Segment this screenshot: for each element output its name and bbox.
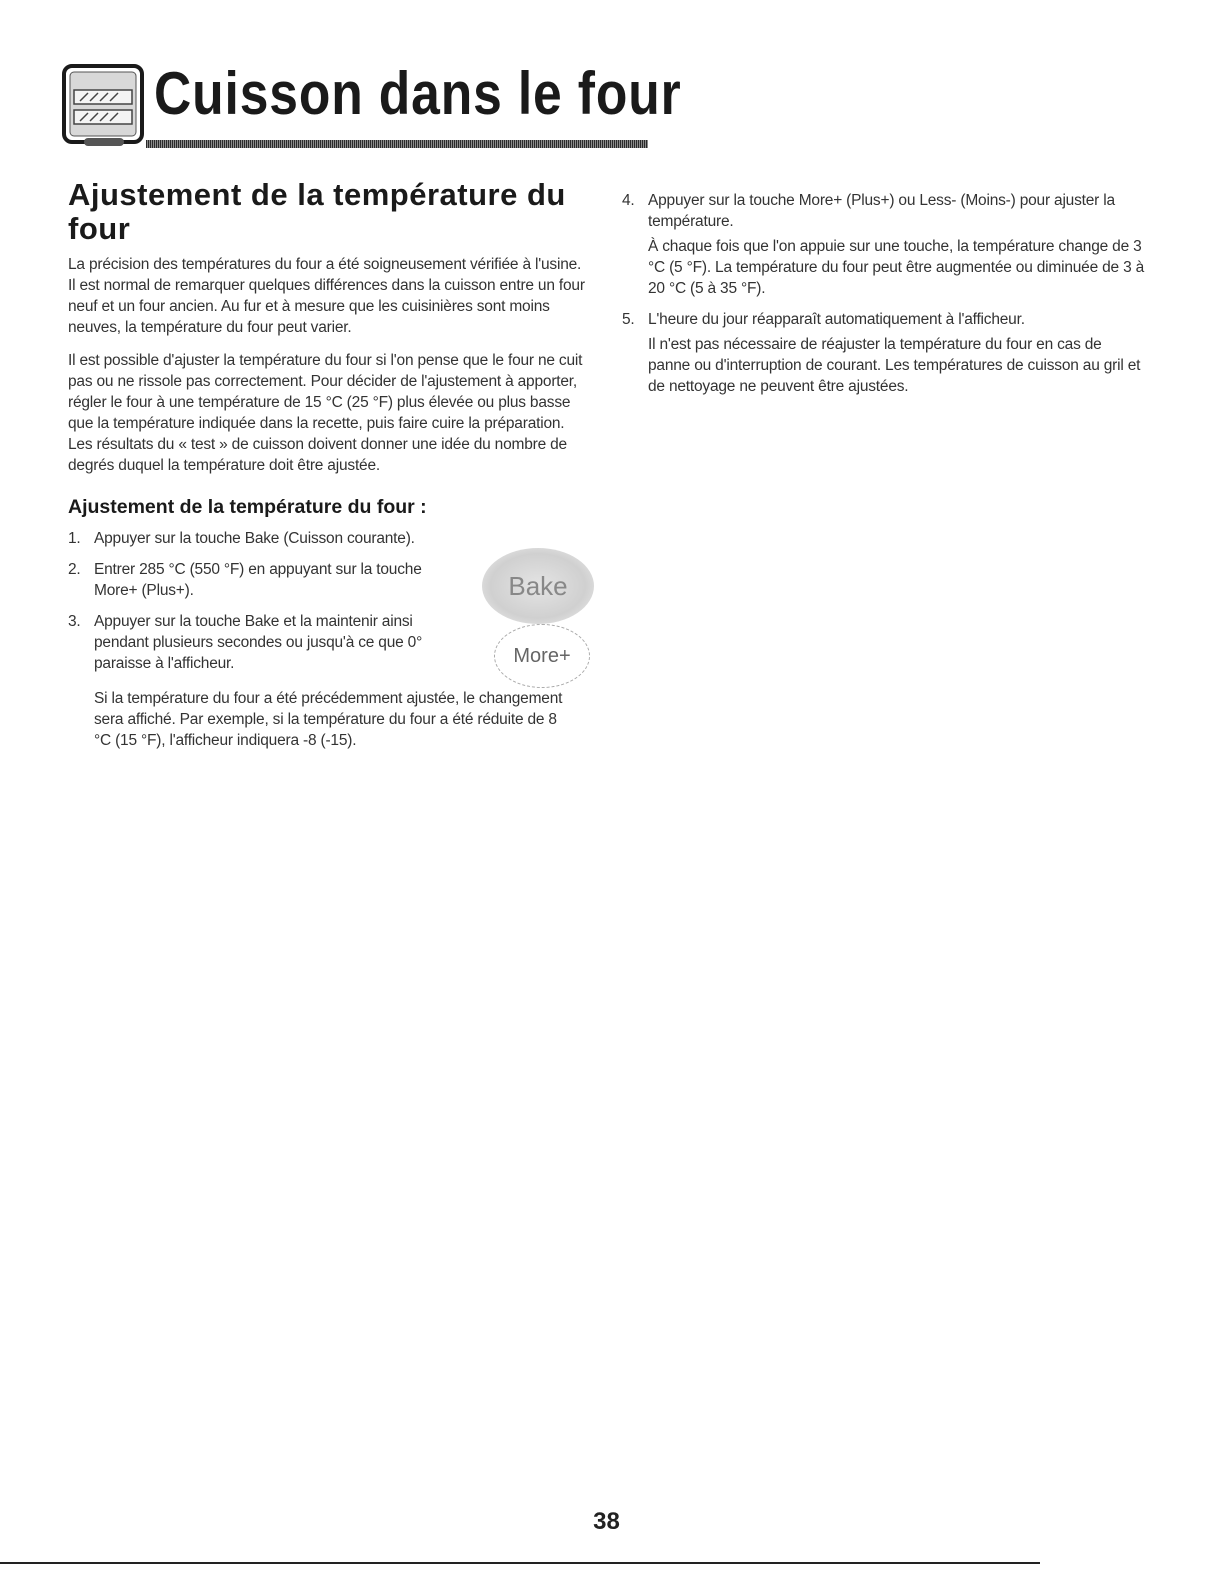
step-item (68, 611, 468, 674)
step-number: 3. (68, 613, 81, 630)
step-text: Appuyer sur la touche Bake (Cuisson courante). (94, 530, 415, 547)
step-note: Si la température du four a été précédemment ajustée, le changement sera affiché. Par exemple, si la température du four a été réduite de 8 °C (15 °F), l'afficheur indiquera -8 (-15). (94, 690, 563, 749)
step-item (68, 528, 468, 549)
subsection-title: Ajustement de la température du four : (68, 496, 427, 518)
page-title: Cuisson dans le four (154, 60, 682, 127)
step-text: Entrer 285 °C (550 °F) en appuyant sur la touche More+ (Plus+). (94, 561, 422, 599)
step-text: Appuyer sur la touche More+ (Plus+) ou Less- (Moins-) pour ajuster la température. (648, 192, 1115, 230)
step-number: 1. (68, 530, 81, 547)
instructions-paragraph: Il est possible d'ajuster la température du four si l'on pense que le four ne cuit pas ou ne rissole pas correctement. Pour décider de l'ajustement à apporter, régler le four à une température de 15 °C (25 °F) plus élevée ou plus basse que la température indiquée dans la recette, puis faire cuire la préparation. Les résultats du « test » de cuisson doivent donner une idée du nombre de degrés duquel la température doit être ajustée. (68, 352, 583, 474)
right-column (622, 190, 1147, 407)
bake-button[interactable]: Bake (482, 548, 594, 624)
page-number: 38 (593, 1508, 620, 1535)
step-text: L'heure du jour réapparaît automatiquement à l'afficheur. (648, 311, 1025, 328)
step-item (622, 190, 1147, 299)
step-note: Il n'est pas nécessaire de réajuster la température du four en cas de panne ou d'interruption de courant. Les températures de cuisson au gril et de nettoyage ne peuvent être ajustées. (648, 336, 1141, 395)
oven-icon (62, 64, 144, 148)
section-title: Ajustement de la température du four (68, 177, 566, 246)
step-number: 2. (68, 561, 81, 578)
step-item (622, 309, 1147, 397)
more-plus-button[interactable]: More+ (494, 624, 590, 688)
step-text: Appuyer sur la touche Bake et la maintenir ainsi pendant plusieurs secondes ou jusqu'à ce que 0° paraisse à l'afficheur. (94, 613, 423, 672)
intro-paragraph: La précision des températures du four a été soigneusement vérifiée à l'usine. Il est normal de remarquer quelques différences dans la cuisson entre un four neuf et un four ancien. Au fur et à mesure que les cuisinières sont moins neuves, la température du four peut varier. (68, 256, 585, 336)
footer-rule (0, 1562, 1040, 1564)
step-number: 4. (622, 192, 635, 209)
step-item (68, 559, 468, 601)
steps-list-left (68, 528, 468, 674)
step-note: À chaque fois que l'on appuie sur une touche, la température change de 3 °C (5 °F). La température du four peut être augmentée ou diminuée de 3 à 20 °C (5 à 35 °F). (648, 238, 1145, 297)
steps-list-right (622, 190, 1147, 397)
step-number: 5. (622, 311, 635, 328)
title-underline (146, 140, 648, 148)
page-header (62, 58, 682, 154)
